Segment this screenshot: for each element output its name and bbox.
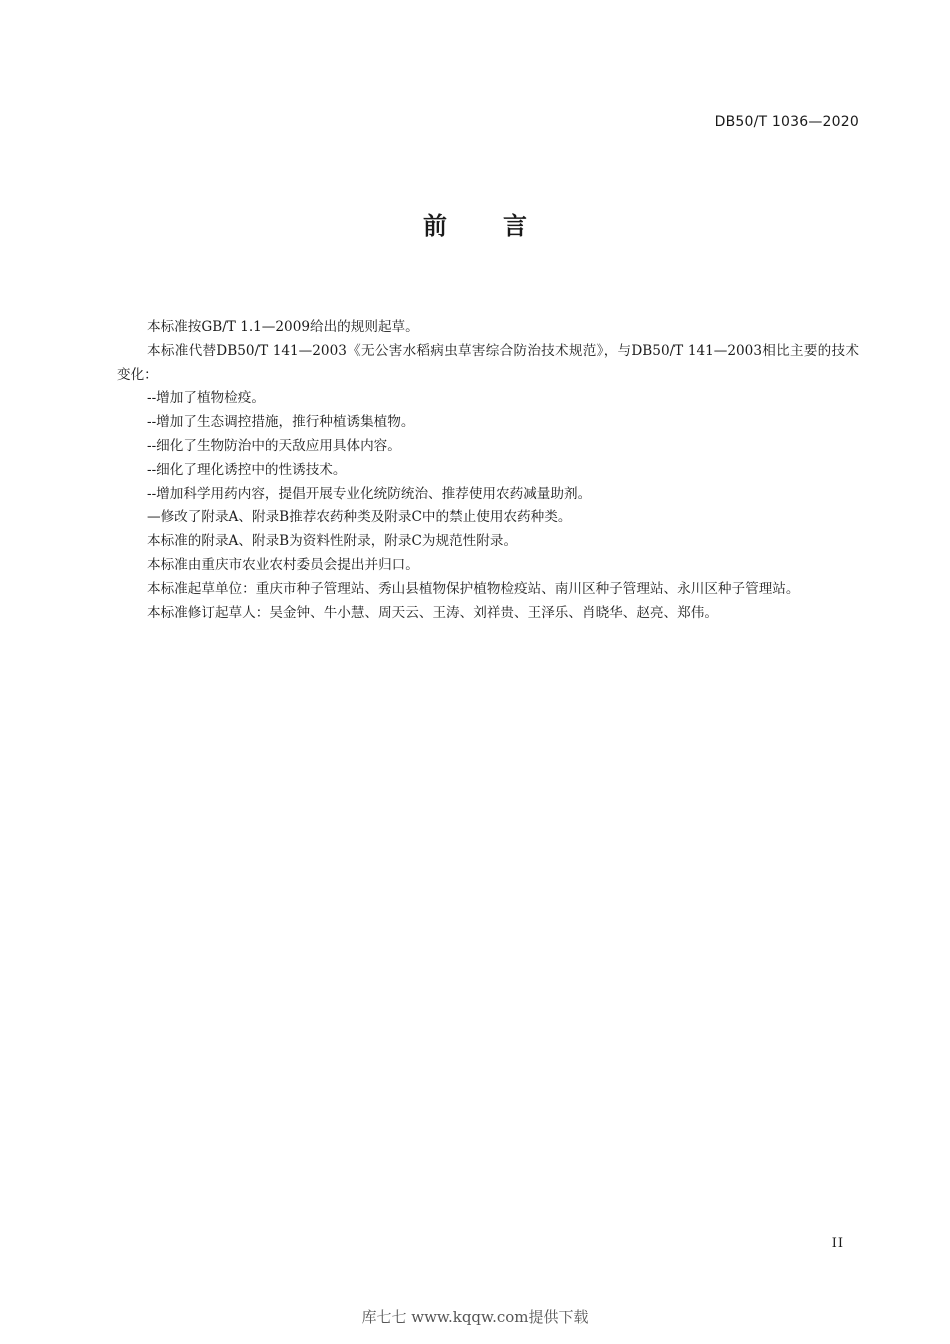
page-title: 前言 bbox=[423, 212, 583, 240]
foreword-body bbox=[117, 316, 859, 625]
watermark: 库七七 www.kqqw.com提供下载 bbox=[361, 1308, 589, 1326]
change-item-5: --增加科学用药内容，提倡开展专业化统防统治、推荐使用农药减量助剂。 bbox=[147, 485, 592, 502]
paragraph-proposer: 本标准由重庆市农业农村委员会提出并归口。 bbox=[147, 556, 419, 573]
paragraph-drafting-units: 本标准起草单位：重庆市种子管理站、秀山县植物保护植物检疫站、南川区种子管理站、永川区种子管理站。 bbox=[147, 580, 800, 597]
paragraph-2: 本标准代替DB50/T 141—2003《无公害水稻病虫草害综合防治技术规范》，与DB50/T 141—2003相比主要的技术变化： bbox=[117, 342, 859, 383]
change-item-4: --细化了理化诱控中的性诱技术。 bbox=[147, 461, 347, 478]
paragraph-1: 本标准按GB/T 1.1—2009给出的规则起草。 bbox=[147, 319, 419, 335]
document-code: DB50/T 1036—2020 bbox=[714, 114, 859, 130]
change-item-1: --增加了植物检疫。 bbox=[147, 390, 265, 407]
change-item-2: --增加了生态调控措施，推行种植诱集植物。 bbox=[147, 414, 415, 431]
page-number: II bbox=[831, 1236, 844, 1251]
paragraph-appendix: 本标准的附录A、附录B为资料性附录，附录C为规范性附录。 bbox=[147, 533, 518, 550]
change-item-3: --细化了生物防治中的天敌应用具体内容。 bbox=[147, 437, 401, 454]
change-item-6: —修改了附录A、附录B推荐农药种类及附录C中的禁止使用农药种类。 bbox=[147, 509, 572, 526]
paragraph-drafters: 本标准修订起草人：吴金钟、牛小慧、周天云、王涛、刘祥贵、王泽乐、肖晓华、赵亮、郑伟。 bbox=[147, 604, 718, 621]
